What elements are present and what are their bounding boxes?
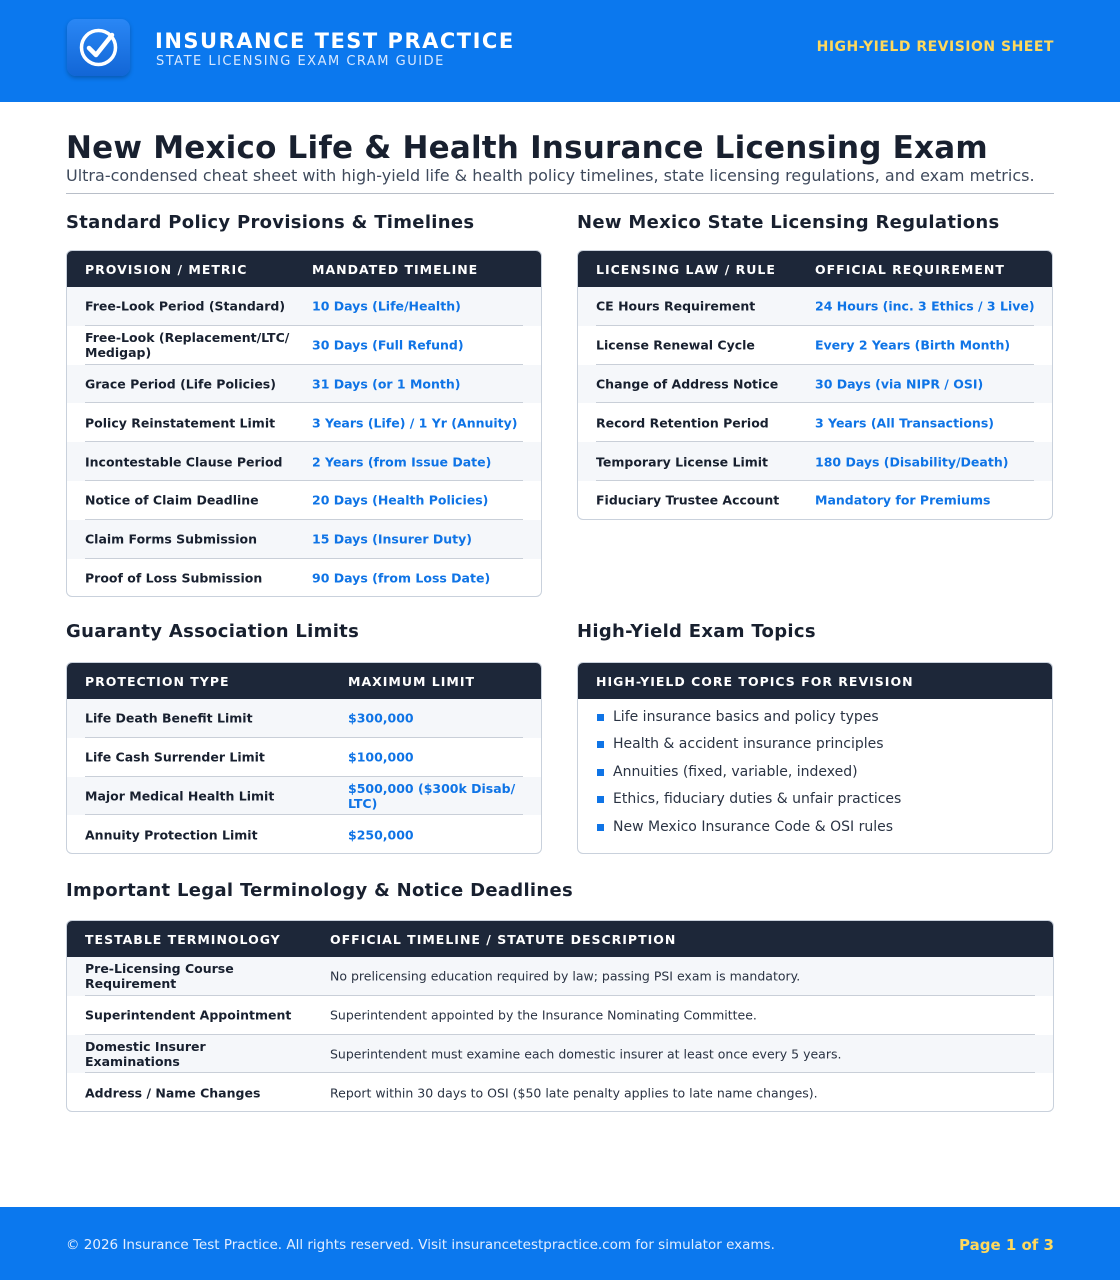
provision-label: Policy Reinstatement Limit [85,415,276,431]
provisions-table-header [67,251,541,287]
term-description: Report within 30 days to OSI ($50 late penalty applies to late name changes). [330,1085,818,1101]
regulation-label: License Renewal Cycle [596,337,755,353]
bullet-square-icon [597,741,604,748]
copyright-notice: © 2026 Insurance Test Practice. All rights reserved. Visit insurancetestpractice.com for simulator exams. [66,1237,775,1253]
column-header-limit: MAXIMUM LIMIT [348,674,476,689]
regulation-value: 24 Hours (inc. 3 Ethics / 3 Live) [815,298,1035,314]
term-label: Address / Name Changes [85,1085,261,1101]
term-label: Domestic Insurer Examinations [85,1038,206,1069]
regulation-value: 30 Days (via NIPR / OSI) [815,376,984,392]
table-row [67,403,541,442]
topics-card-header [578,663,1052,699]
bullet-square-icon [597,824,604,831]
topic-text: New Mexico Insurance Code & OSI rules [613,818,894,835]
checkmark-badge-icon [67,19,130,76]
list-item [596,791,1052,818]
guaranty-table-header [67,663,541,699]
page-header [0,0,1120,102]
table-row [578,403,1052,442]
column-header-rule: LICENSING LAW / RULE [596,262,776,277]
guaranty-label: Life Cash Surrender Limit [85,749,265,765]
provision-value: 30 Days (Full Refund) [312,337,464,353]
list-item [596,736,1052,763]
table-row [67,957,1053,996]
guaranty-table [66,662,542,854]
regulations-table [577,250,1053,520]
regulation-label: Fiduciary Trustee Account [596,492,780,508]
page-footer [0,1207,1120,1280]
term-description: Superintendent must examine each domestic insurer at least once every 5 years. [330,1046,842,1062]
guaranty-label: Annuity Protection Limit [85,827,258,843]
column-header-terminology: TESTABLE TERMINOLOGY [85,932,281,947]
regulations-table-header [578,251,1052,287]
regulation-value: Mandatory for Premiums [815,492,991,508]
provision-label: Incontestable Clause Period [85,454,283,470]
regulation-label: Change of Address Notice [596,376,779,392]
topics-list [578,699,1052,846]
list-item [596,764,1052,791]
table-row [578,481,1052,520]
table-row [578,365,1052,404]
table-row [67,481,541,520]
guaranty-label: Major Medical Health Limit [85,788,275,804]
bullet-square-icon [597,796,604,803]
topic-text: Health & accident insurance principles [613,736,884,753]
provision-label: Grace Period (Life Policies) [85,376,276,392]
guaranty-label: Life Death Benefit Limit [85,710,253,726]
regulations-section-title: New Mexico State Licensing Regulations [577,212,1000,233]
terminology-table-header [67,921,1053,957]
column-header-description: OFFICIAL TIMELINE / STATUTE DESCRIPTION [330,932,677,947]
topic-text: Annuities (fixed, variable, indexed) [613,763,858,780]
bullet-square-icon [597,714,604,721]
provision-value: 3 Years (Life) / 1 Yr (Annuity) [312,415,518,431]
provision-value: 90 Days (from Loss Date) [312,570,491,586]
table-row [67,442,541,481]
regulation-label: Record Retention Period [596,415,769,431]
table-row [67,287,541,326]
topics-section-title: High-Yield Exam Topics [577,621,816,642]
column-header-protection: PROTECTION TYPE [85,674,230,689]
table-row [67,326,541,365]
topic-text: Ethics, fiduciary duties & unfair practices [613,791,902,808]
table-row [578,326,1052,365]
table-row [67,1035,1053,1074]
provision-label: Free-Look Period (Standard) [85,298,286,314]
provision-value: 31 Days (or 1 Month) [312,376,461,392]
guaranty-value: $500,000 ($300k Disab/ LTC) [348,780,516,811]
guaranty-value: $300,000 [348,710,414,726]
regulation-value: 180 Days (Disability/Death) [815,454,1009,470]
provision-value: 15 Days (Insurer Duty) [312,531,472,547]
guaranty-value: $250,000 [348,827,414,843]
provision-label: Notice of Claim Deadline [85,492,259,508]
column-header-provision: PROVISION / METRIC [85,262,248,277]
regulation-label: CE Hours Requirement [596,298,756,314]
term-description: No prelicensing education required by law; passing PSI exam is mandatory. [330,968,801,984]
term-description: Superintendent appointed by the Insurance Nominating Committee. [330,1007,757,1023]
title-divider [66,193,1054,194]
list-item [596,819,1052,846]
provisions-table [66,250,542,597]
brand-title: INSURANCE TEST PRACTICE [155,29,515,53]
list-item [596,709,1052,736]
regulation-value: 3 Years (All Transactions) [815,415,994,431]
table-row [67,738,541,777]
column-header-timeline: MANDATED TIMELINE [312,262,479,277]
table-row [67,996,1053,1035]
provision-value: 2 Years (from Issue Date) [312,454,492,470]
table-row [67,815,541,854]
table-row [67,559,541,597]
provision-label: Free-Look (Replacement/LTC/ Medigap) [85,330,290,361]
provision-label: Proof of Loss Submission [85,570,263,586]
provisions-section-title: Standard Policy Provisions & Timelines [66,212,475,233]
bullet-square-icon [597,769,604,776]
topics-card [577,662,1053,854]
page-subtitle: Ultra-condensed cheat sheet with high-yield life & health policy timelines, state licensing regulations, and exam metrics. [66,166,1035,185]
terminology-table [66,920,1054,1112]
column-header-requirement: OFFICIAL REQUIREMENT [815,262,1005,277]
terminology-section-title: Important Legal Terminology & Notice Deadlines [66,880,574,901]
table-row [67,777,541,816]
regulation-label: Temporary License Limit [596,454,769,470]
provision-value: 20 Days (Health Policies) [312,492,489,508]
table-row [67,520,541,559]
page-title: New Mexico Life & Health Insurance Licensing Exam [66,130,988,166]
provision-value: 10 Days (Life/Health) [312,298,461,314]
table-row [67,365,541,404]
guaranty-section-title: Guaranty Association Limits [66,621,360,642]
topic-text: Life insurance basics and policy types [613,709,879,725]
revision-sheet-badge: HIGH-YIELD REVISION SHEET [816,39,1054,55]
table-row [67,699,541,738]
term-label: Pre-Licensing Course Requirement [85,961,234,992]
term-label: Superintendent Appointment [85,1007,292,1023]
table-row [67,1073,1053,1112]
regulation-value: Every 2 Years (Birth Month) [815,337,1011,353]
page-number: Page 1 of 3 [959,1236,1054,1254]
provision-label: Claim Forms Submission [85,531,257,547]
brand-subtitle: STATE LICENSING EXAM CRAM GUIDE [156,54,445,69]
table-row [578,287,1052,326]
table-row [578,442,1052,481]
topics-header-label: HIGH-YIELD CORE TOPICS FOR REVISION [596,674,914,689]
guaranty-value: $100,000 [348,749,414,765]
